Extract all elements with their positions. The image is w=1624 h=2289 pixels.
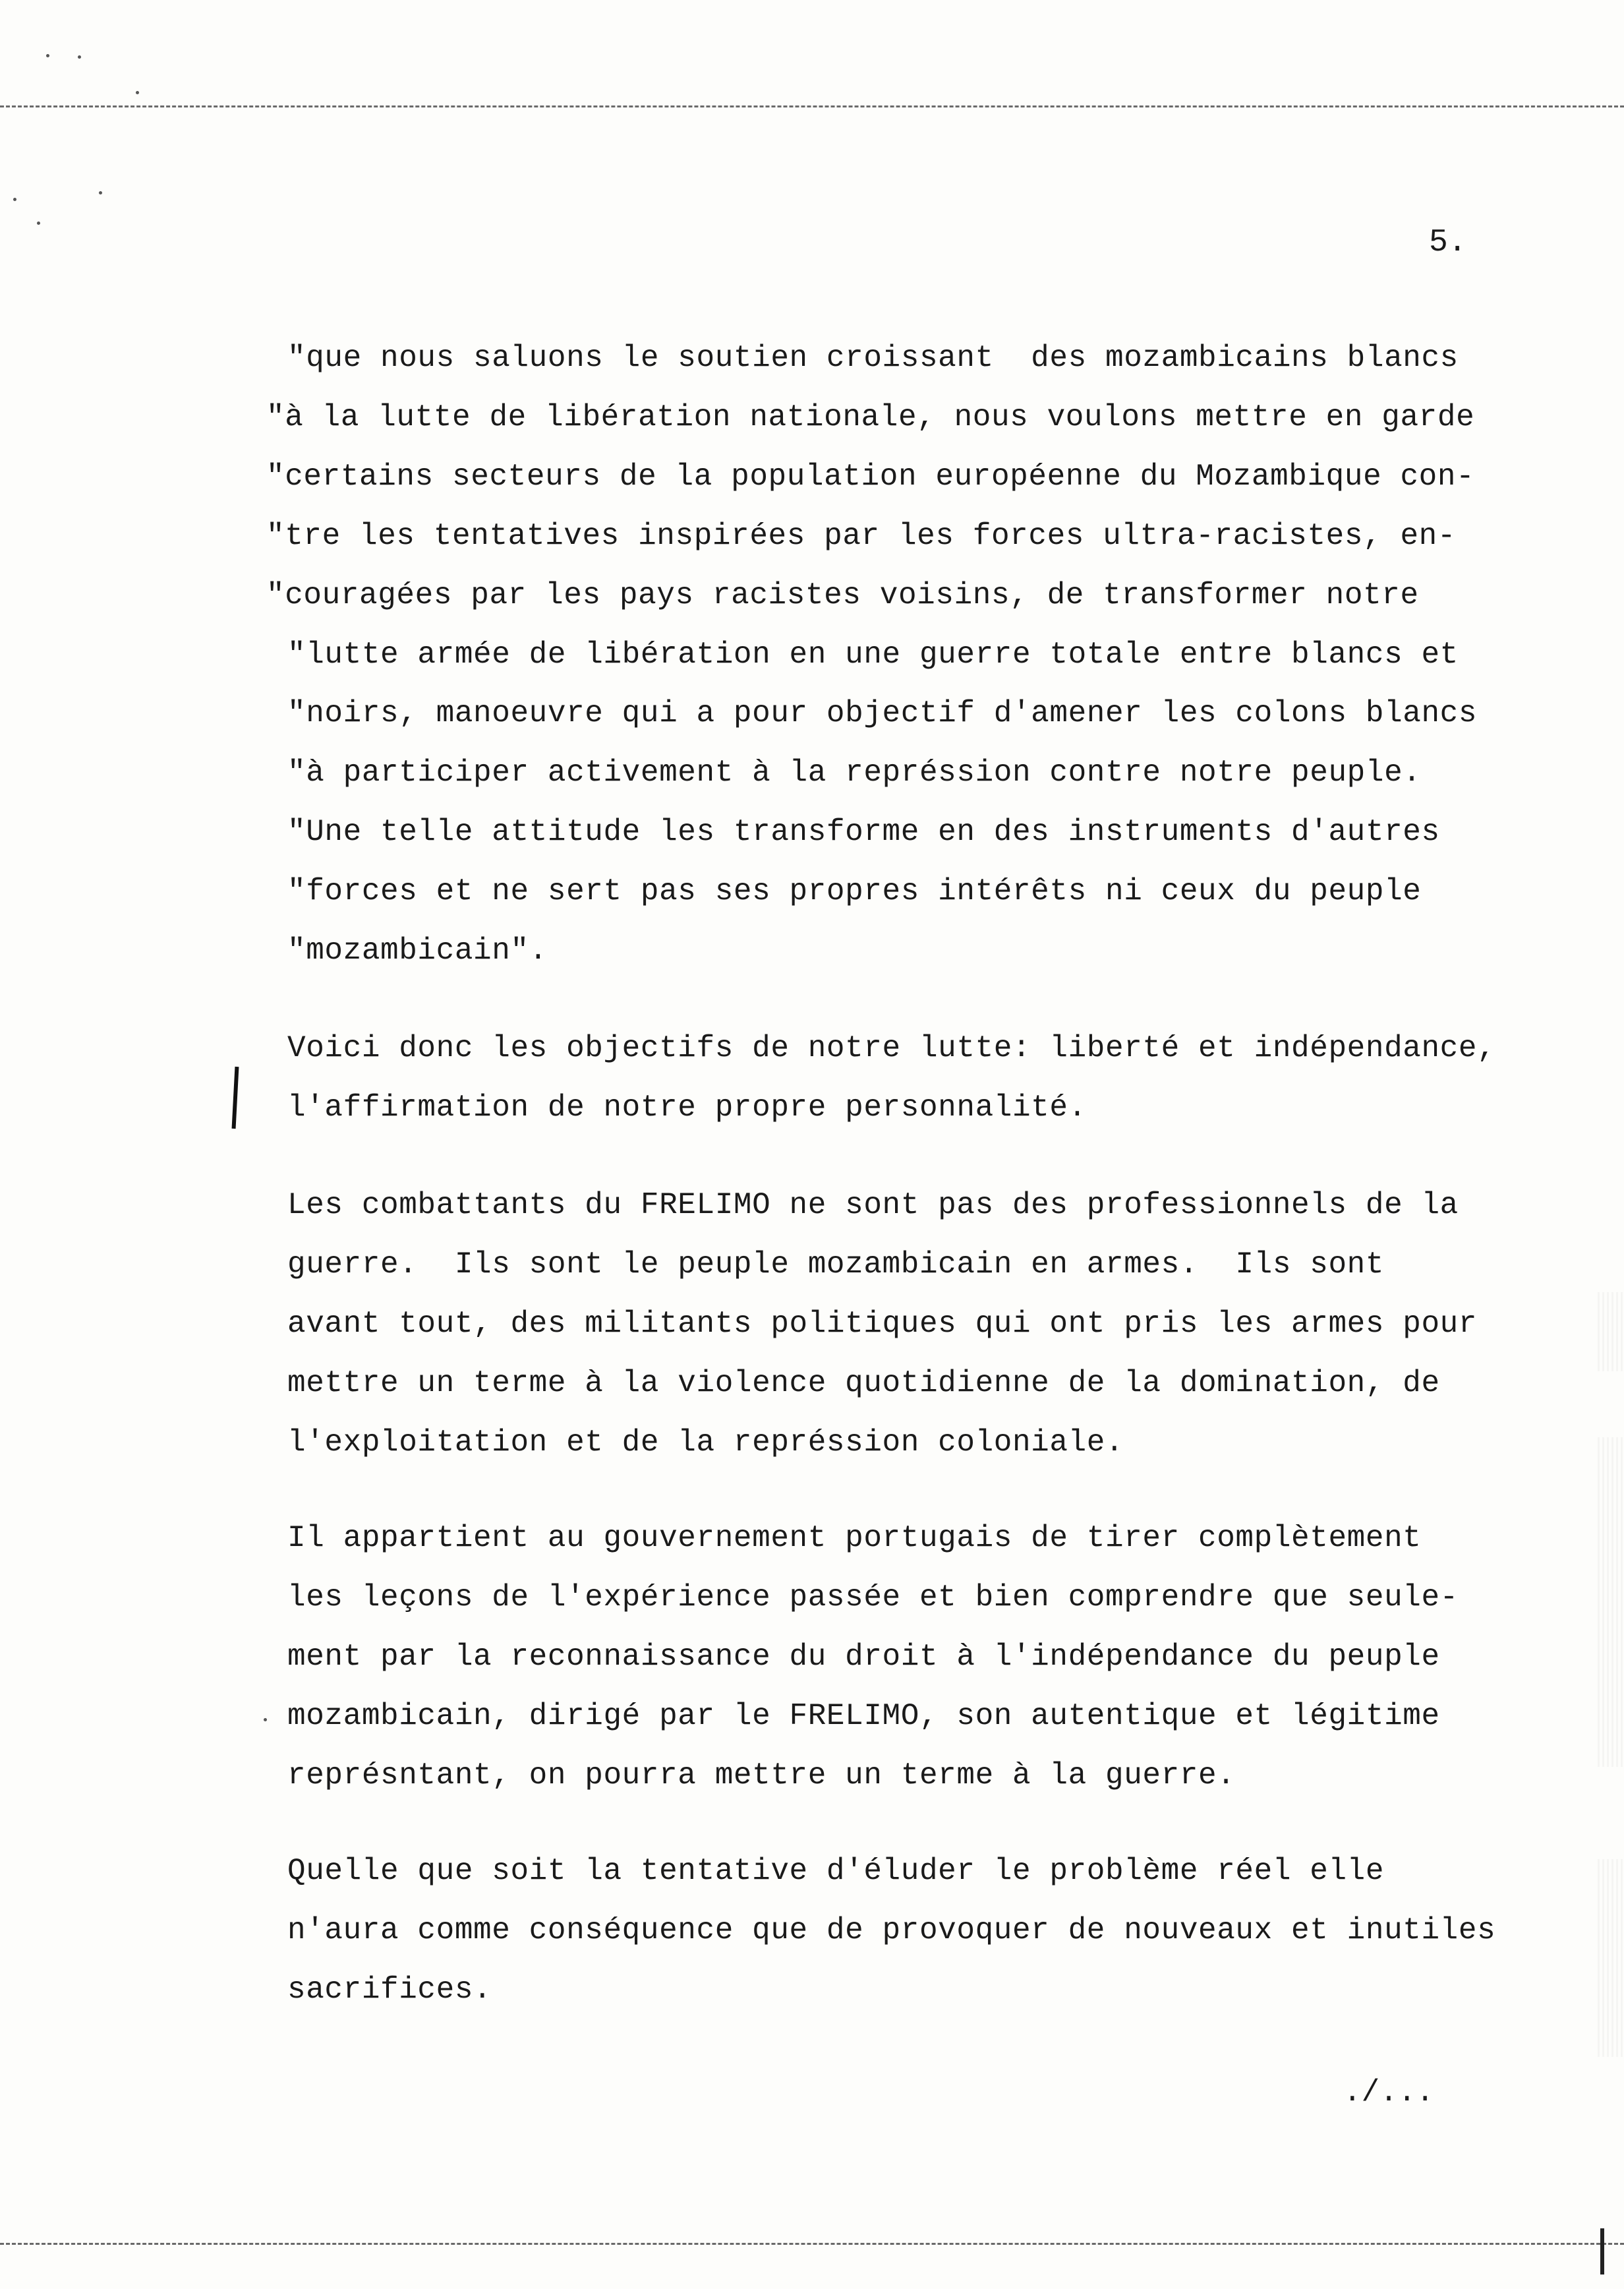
scan-speck	[136, 91, 139, 94]
text-line: "lutte armée de libération en une guerre totale entre blancs et	[287, 638, 1459, 672]
text-line: "tre les tentatives inspirées par les forces ultra-racistes, en-	[266, 519, 1457, 553]
scan-speck	[46, 54, 49, 57]
margin-pen-mark	[232, 1067, 239, 1129]
page-edge-mark	[1600, 2228, 1604, 2274]
text-line: Voici donc les objectifs de notre lutte: liberté et indépendance,	[287, 1031, 1496, 1065]
scan-speck	[37, 222, 40, 225]
scan-bleed	[1598, 1859, 1624, 2057]
text-line: l'exploitation et de la représsion coloniale.	[287, 1425, 1124, 1460]
scan-bleed	[1598, 1292, 1624, 1371]
text-line: Les combattants du FRELIMO ne sont pas des professionnels de la	[287, 1188, 1459, 1222]
text-line: mozambicain, dirigé par le FRELIMO, son autentique et légitime	[287, 1699, 1440, 1733]
scan-speck	[99, 191, 102, 194]
continuation-mark: ./...	[1343, 2075, 1435, 2110]
text-line: sacrifices.	[287, 1973, 492, 2007]
text-line: "à participer activement à la représsion contre notre peuple.	[287, 756, 1422, 790]
page-number: 5.	[1429, 225, 1467, 260]
text-line: Il appartient au gouvernement portugais de tirer complètement	[287, 1521, 1422, 1555]
text-line: "couragées par les pays racistes voisins, de transformer notre	[266, 578, 1419, 612]
text-line: ment par la reconnaissance du droit à l'indépendance du peuple	[287, 1640, 1440, 1674]
scan-speck	[78, 55, 81, 59]
text-line: l'affirmation de notre propre personnalité.	[287, 1090, 1087, 1125]
text-line: guerre. Ils sont le peuple mozambicain en armes. Ils sont	[287, 1247, 1385, 1282]
text-line: "mozambicain".	[287, 934, 548, 968]
text-line: "que nous saluons le soutien croissant des mozambicains blancs	[287, 341, 1459, 375]
text-line: Quelle que soit la tentative d'éluder le problème réel elle	[287, 1854, 1385, 1888]
scan-speck	[264, 1718, 267, 1721]
scan-speck	[13, 198, 16, 201]
text-line: mettre un terme à la violence quotidienne de la domination, de	[287, 1366, 1440, 1400]
text-line: n'aura comme conséquence que de provoquer de nouveaux et inutiles	[287, 1913, 1496, 1947]
top-rule	[0, 105, 1624, 107]
text-line: "à la lutte de libération nationale, nous voulons mettre en garde	[266, 400, 1475, 434]
text-line: les leçons de l'expérience passée et bien comprendre que seule-	[287, 1580, 1459, 1615]
scan-bleed	[1598, 1437, 1624, 1767]
text-line: avant tout, des militants politiques qui ont pris les armes pour	[287, 1307, 1478, 1341]
text-line: "noirs, manoeuvre qui a pour objectif d'amener les colons blancs	[287, 696, 1478, 730]
text-line: "Une telle attitude les transforme en des instruments d'autres	[287, 815, 1440, 849]
text-line: représntant, on pourra mettre un terme à la guerre.	[287, 1758, 1236, 1793]
text-line: "certains secteurs de la population européenne du Mozambique con-	[266, 460, 1475, 494]
text-line: "forces et ne sert pas ses propres intérêts ni ceux du peuple	[287, 874, 1422, 908]
bottom-rule	[0, 2243, 1624, 2245]
